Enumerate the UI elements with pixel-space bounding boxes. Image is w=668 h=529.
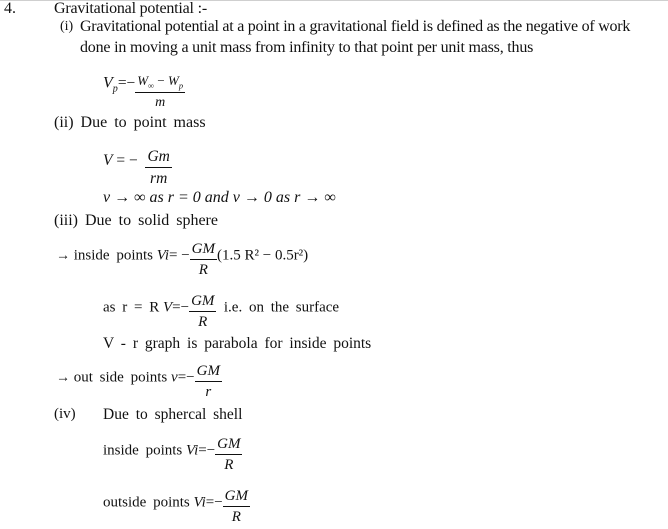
solid-sphere-inside: → inside points Vi= − $\frac{GM}{R}$ (1.5 R² − 0.5r²) xyxy=(56,241,309,278)
part-ii-heading: (ii) Due to point mass xyxy=(54,114,206,131)
part-i-text-line1: Gravitational potential at a point in a gravitational field is defined as the negative of work xyxy=(80,18,631,35)
formula-vp: $V_p=-$ $\frac{W_\infty - W_p}{m}$ xyxy=(103,73,184,111)
limit-text: v → ∞ as r = 0 and v → 0 as r → ∞ xyxy=(103,189,336,206)
formula-point-mass: V = − $\frac{Gm}{rm}$ xyxy=(103,148,170,187)
part-i-label: (i) xyxy=(60,19,74,34)
shell-inside: inside points Vi=− $\frac{GM}{R}$ xyxy=(103,436,241,473)
solid-sphere-outside: → out side points v=− $\frac{GM}{r}$ xyxy=(56,363,220,400)
part-iv-heading: Due to sphercal shell xyxy=(103,406,243,423)
solid-sphere-surface: as r = R V=− $\frac{GM}{R}$ i.e. on the surface xyxy=(103,293,340,330)
part-iii-heading: (iii) Due to solid sphere xyxy=(54,212,218,229)
section-number: 4. xyxy=(4,0,16,17)
graph-note: V - r graph is parabola for inside points xyxy=(103,335,372,352)
part-i-text-line2: done in moving a unit mass from infinity to that point per unit mass, thus xyxy=(80,39,534,56)
section-title: Gravitational potential :- xyxy=(54,0,207,17)
arrow-icon: → xyxy=(56,370,70,386)
shell-outside: outside points Vi=− $\frac{GM}{R}$ xyxy=(103,488,248,525)
part-iv-label: (iv) xyxy=(54,406,76,422)
arrow-icon: → xyxy=(56,248,70,264)
